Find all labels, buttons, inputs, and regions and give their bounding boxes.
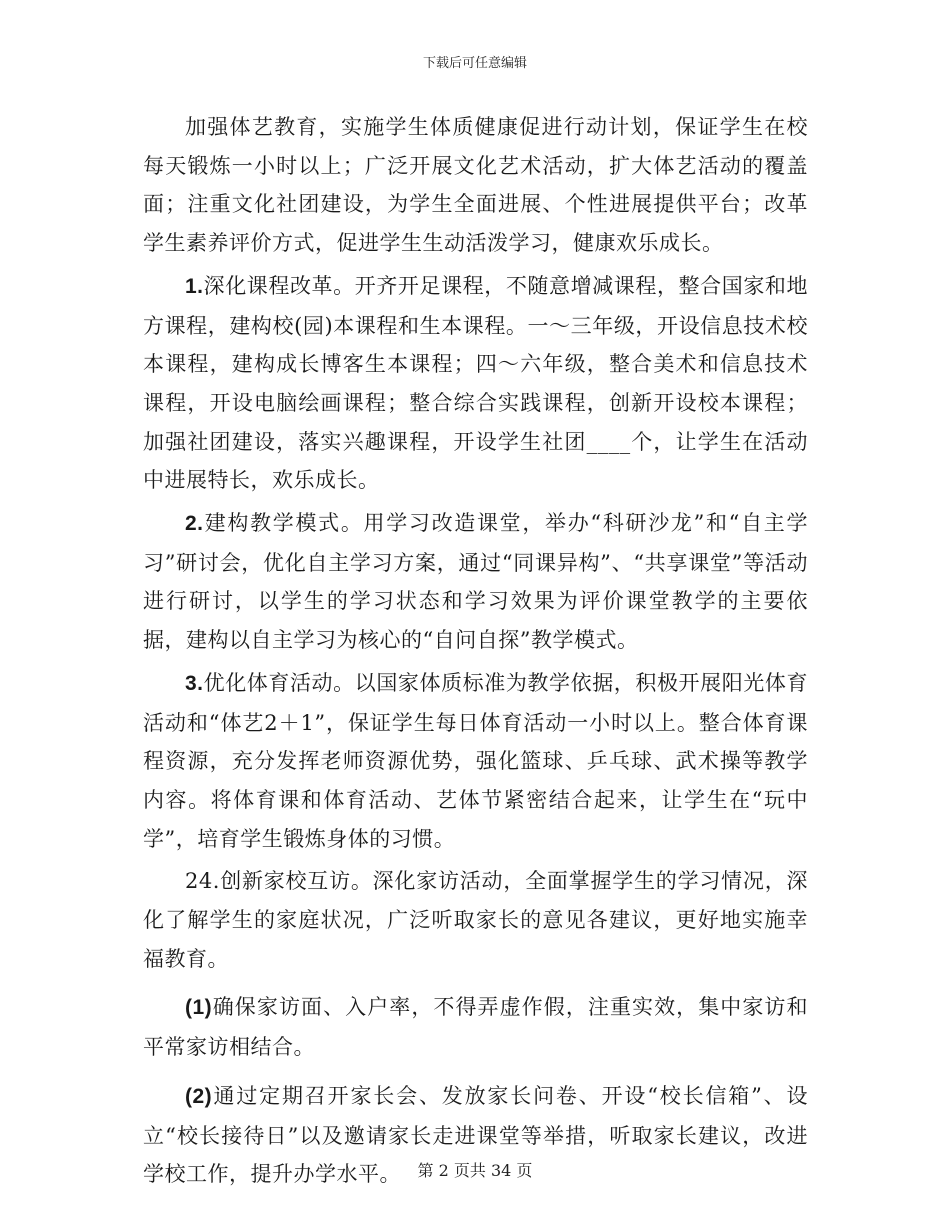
- paragraph-text: 深化课程改革。开齐开足课程，不随意增减课程，整合国家和地方课程，建构校(园)本课程和生本课程。一～三年级，开设信息技术校本课程，建构成长博客生本课程；四～六年级，整合美术和信息技术课程，开设电脑绘画课程；整合综合实践课程，创新开设校本课程；加强社团建设，落实兴趣课程，开设学生社团____个，让学生在活动中进展特长，欢乐成长。: [143, 273, 808, 493]
- subitem-number: (2): [185, 1084, 213, 1108]
- paragraph-text: 确保家访面、入户率，不得弄虚作假，注重实效，集中家访和平常家访相结合。: [143, 995, 808, 1060]
- item-number: 1.: [185, 274, 204, 298]
- paragraph-intro: [143, 108, 808, 263]
- item-number: 24.: [185, 869, 220, 894]
- page-footer: 第 2 页共 34 页: [417, 1161, 533, 1180]
- paragraph-item-3: [143, 664, 808, 859]
- item-number: 3.: [185, 671, 204, 695]
- document-body: [143, 108, 808, 1198]
- paragraph-text: 加强体艺教育，实施学生体质健康促进行动计划，保证学生在校每天锻炼一小时以上；广泛开展文化艺术活动，扩大体艺活动的覆盖面；注重文化社团建设，为学生全面进展、个性进展提供平台；改革学生素养评价方式，促进学生生动活泼学习，健康欢乐成长。: [143, 115, 808, 256]
- paragraph-text: 建构教学模式。用学习改造课堂，举办“科研沙龙”和“自主学习”研讨会，优化自主学习方案，通过“同课异构”、“共享课堂”等活动进行研讨，以学生的学习状态和学习效果为评价课堂教学的主要依据，建构以自主学习为核心的“自问自探”教学模式。: [143, 511, 808, 653]
- paragraph-text: 优化体育活动。以国家体质标准为教学依据，积极开展阳光体育活动和“体艺2＋1”，保证学生每日体育活动一小时以上。整合体育课程资源，充分发挥老师资源优势，强化篮球、乒乓球、武术操等教学内容。将体育课和体育活动、艺体节紧密结合起来，让学生在“玩中学”，培育学生锻炼身体的习惯。: [143, 670, 808, 851]
- page-header: 下载后可任意编辑: [422, 56, 527, 71]
- paragraph-text: 通过定期召开家长会、发放家长问卷、开设“校长信箱”、设立“校长接待日”以及邀请家长走进课堂等举措，听取家长建议，改进学校工作，提升办学水平。: [143, 1083, 808, 1187]
- subitem-number: (1): [185, 996, 213, 1020]
- paragraph-item-24: [143, 862, 808, 978]
- item-number: 2.: [185, 512, 204, 536]
- paragraph-item-2: [143, 504, 808, 660]
- paragraph-subitem-1: [143, 988, 808, 1066]
- paragraph-item-1: [143, 267, 808, 500]
- paragraph-text: 创新家校互访。深化家访活动，全面掌握学生的学习情况，深化了解学生的家庭状况，广泛听取家长的意见各建议，更好地实施幸福教育。: [143, 869, 808, 971]
